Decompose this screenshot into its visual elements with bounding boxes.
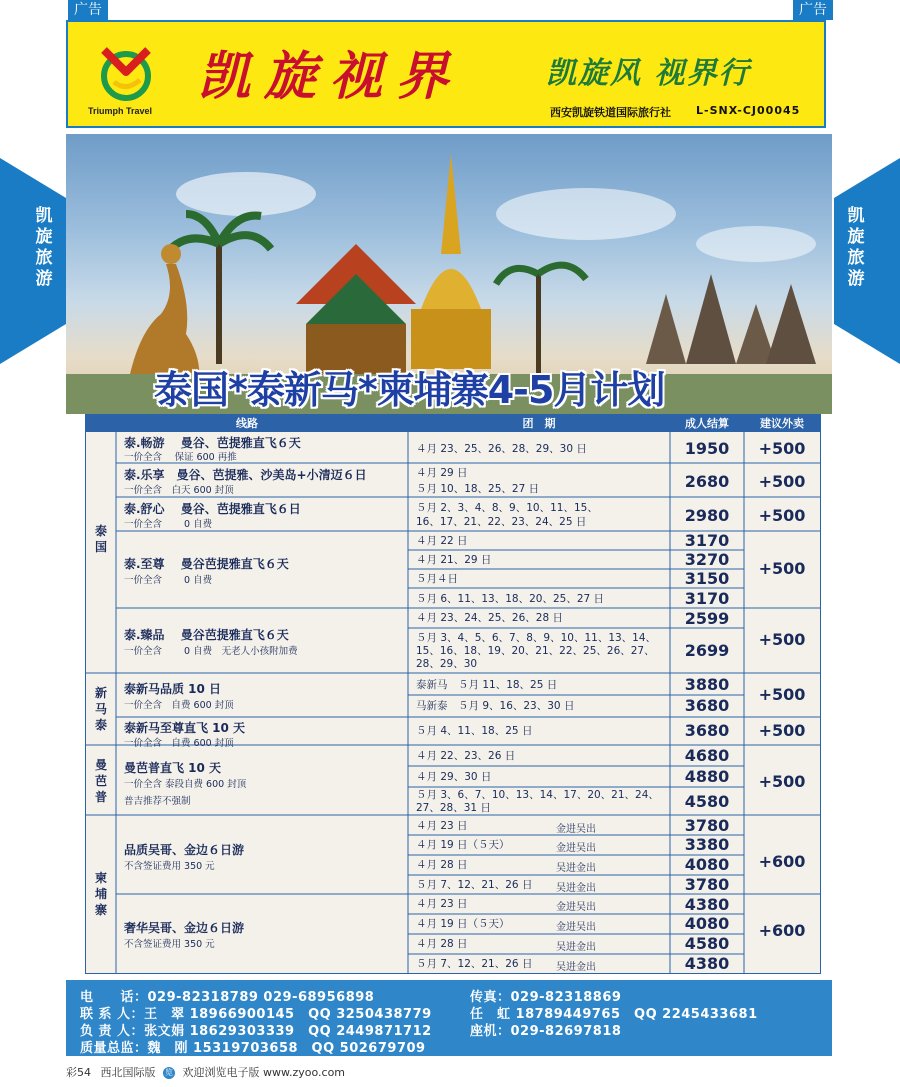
adult-price: 3680 bbox=[684, 696, 730, 715]
product-note: 一价全含 自费 600 封顶 bbox=[124, 700, 234, 711]
product-name: 泰新马至尊直飞 10 天 bbox=[124, 721, 246, 735]
triumph-logo-icon bbox=[96, 42, 156, 102]
header-suggest: 建议外卖 bbox=[744, 415, 820, 432]
side-tab-right-text: 凯旋旅游 bbox=[847, 206, 865, 289]
tour-date: ４月 23、25、26、28、29、30 日 bbox=[416, 443, 587, 455]
route-direction: 金进吴出 bbox=[556, 824, 596, 835]
adult-price: 4080 bbox=[684, 855, 730, 874]
tour-date: ５月 3、4、5、6、7、8、9、10、11、13、14、 bbox=[416, 632, 657, 644]
header bbox=[66, 20, 826, 128]
product-name: 泰.臻品 曼谷芭提雅直飞６天 bbox=[124, 628, 289, 642]
product-name: 泰新马品质 10 日 bbox=[124, 682, 222, 696]
suggested-markup: +500 bbox=[758, 772, 806, 791]
browse-icon: 览 bbox=[165, 1068, 173, 1077]
adult-price: 3270 bbox=[684, 550, 730, 569]
adult-price: 3780 bbox=[684, 875, 730, 894]
header-price: 成人结算 bbox=[670, 415, 744, 432]
suggested-markup: +500 bbox=[758, 685, 806, 704]
suggested-markup: +500 bbox=[758, 472, 806, 491]
product-note: 一价全含 保证 600 再推 bbox=[124, 452, 237, 463]
side-tab-left bbox=[0, 158, 66, 364]
suggested-markup: +500 bbox=[758, 506, 806, 525]
tour-date: ４月 29 日 bbox=[416, 467, 468, 479]
adult-price: 4080 bbox=[684, 914, 730, 933]
fax-label: 传真： bbox=[470, 990, 511, 1005]
suggested-markup: +500 bbox=[758, 630, 806, 649]
adult-price: 3150 bbox=[684, 569, 730, 588]
side-tab-left-text: 凯旋旅游 bbox=[35, 206, 53, 289]
adult-price: 2980 bbox=[684, 506, 730, 525]
suggested-markup: +500 bbox=[758, 559, 806, 578]
contact-footer bbox=[66, 980, 832, 1056]
product-name: 泰.乐享 曼谷、芭提雅、沙美岛+小清迈６日 bbox=[124, 468, 367, 482]
tour-date: ５月４日 bbox=[416, 573, 458, 585]
adult-price: 2680 bbox=[684, 472, 730, 491]
adult-price: 4880 bbox=[684, 767, 730, 786]
tour-date: ４月 28 日 bbox=[416, 938, 468, 950]
product-note: 一价全含 白天 600 封顶 bbox=[124, 485, 234, 496]
product-note: 一价全含 0 自费 bbox=[124, 519, 213, 530]
logo-text: Triumph Travel bbox=[88, 106, 153, 116]
banner-title: 泰国*泰新马*柬埔寨4-5月计划 bbox=[154, 368, 665, 412]
route-direction: 吴进金出 bbox=[556, 942, 596, 953]
ad-label-left: 广告 bbox=[68, 0, 108, 20]
tour-date: ４月 28 日 bbox=[416, 859, 468, 871]
route-direction: 吴进金出 bbox=[556, 883, 596, 894]
tour-date: ５月 4、11、18、25 日 bbox=[416, 725, 533, 737]
welcome-text: 欢迎浏览电子版 www.zyoo.com bbox=[182, 1066, 346, 1079]
adult-price: 3680 bbox=[684, 721, 730, 740]
product-name: 品质吴哥、金边６日游 bbox=[124, 843, 245, 857]
license-number: L-SNX-CJ00045 bbox=[696, 104, 801, 117]
adult-price: 4380 bbox=[684, 895, 730, 914]
landline-label: 座机： bbox=[470, 1024, 511, 1039]
page-number: 彩54 bbox=[66, 1066, 91, 1079]
product-note: 一价全含 0 自费 bbox=[124, 575, 213, 586]
tour-date: ５月 10、18、25、27 日 bbox=[416, 483, 540, 495]
tour-date: ５月 7、12、21、26 日 bbox=[416, 879, 533, 891]
suggested-markup: +500 bbox=[758, 439, 806, 458]
tour-date: 泰新马 ５月 11、18、25 日 bbox=[416, 679, 558, 691]
product-name: 奢华吴哥、金边６日游 bbox=[124, 921, 245, 935]
product-name: 泰.至尊 曼谷芭提雅直飞６天 bbox=[124, 557, 289, 571]
adult-price: 4680 bbox=[684, 746, 730, 765]
product-name: 曼芭普直飞 10 天 bbox=[124, 761, 222, 775]
contact-2: 任 虹 18789449765 QQ 2245433681 bbox=[470, 1007, 758, 1022]
tour-date: ５月 3、6、7、10、13、14、17、20、21、24、 bbox=[416, 789, 659, 801]
product-name: 泰.舒心 曼谷、芭提雅直飞６日 bbox=[124, 502, 301, 516]
suggested-markup: +600 bbox=[758, 852, 806, 871]
ad-label-right: 广告 bbox=[793, 0, 833, 20]
adult-price: 1950 bbox=[684, 439, 730, 458]
region-thailand: 泰国 bbox=[94, 524, 107, 554]
tour-date: ４月 19 日（５天） bbox=[416, 918, 510, 930]
section-name: 西北国际版 bbox=[100, 1066, 156, 1079]
product-note: 不含签证费用 350 元 bbox=[124, 939, 215, 950]
route-direction: 金进吴出 bbox=[556, 902, 596, 913]
header-route: 线路 bbox=[86, 415, 408, 432]
adult-price: 3170 bbox=[684, 531, 730, 550]
product-note: 一价全含 0 自费 无老人小孩附加费 bbox=[124, 646, 298, 657]
tour-date: 27、28、31 日 bbox=[416, 802, 491, 814]
adult-price: 4380 bbox=[684, 954, 730, 973]
tour-date: ５月 6、11、13、18、20、25、27 日 bbox=[416, 593, 605, 605]
phone-label: 电 话： bbox=[80, 990, 148, 1005]
contact-1: 王 翠 18966900145 QQ 3250438779 bbox=[144, 1007, 432, 1022]
adult-price: 2699 bbox=[684, 641, 730, 660]
landline: 029-82697818 bbox=[510, 1024, 622, 1039]
contact-label: 联 系 人： bbox=[80, 1007, 145, 1022]
tour-date: 28、29、30 bbox=[416, 658, 478, 670]
region-cambodia: 柬埔寨 bbox=[94, 871, 107, 917]
tour-date: ４月 29、30 日 bbox=[416, 771, 492, 783]
adult-price: 4580 bbox=[684, 934, 730, 953]
product-note: 普吉推荐不强制 bbox=[124, 796, 191, 807]
tour-date: ４月 22、23、26 日 bbox=[416, 750, 516, 762]
adult-price: 3170 bbox=[684, 589, 730, 608]
tour-table bbox=[85, 414, 821, 974]
page-footer bbox=[66, 1064, 345, 1080]
region-mangbapu: 曼芭普 bbox=[94, 758, 107, 804]
tour-date: ４月 22 日 bbox=[416, 535, 468, 547]
quality-director: 魏 刚 15319703658 QQ 502679709 bbox=[147, 1041, 426, 1056]
adult-price: 2599 bbox=[684, 609, 730, 628]
route-direction: 金进吴出 bbox=[556, 843, 596, 854]
banner-image bbox=[66, 134, 832, 414]
header-period: 团 期 bbox=[408, 415, 670, 432]
product-name: 泰.畅游 曼谷、芭提雅直飞６天 bbox=[124, 436, 301, 450]
slogan: 凯旋风 视界行 bbox=[546, 56, 751, 91]
suggested-markup: +500 bbox=[758, 721, 806, 740]
adult-price: 3880 bbox=[684, 675, 730, 694]
route-direction: 吴进金出 bbox=[556, 962, 596, 973]
tour-date: ４月 19 日（５天） bbox=[416, 839, 510, 851]
product-note: 一价全含 泰段自费 600 封顶 bbox=[124, 779, 247, 790]
tour-date: 15、16、18、19、20、21、22、25、26、27、 bbox=[416, 645, 655, 657]
fax-number: 029-82318869 bbox=[510, 990, 622, 1005]
adult-price: 4580 bbox=[684, 792, 730, 811]
tour-date: ４月 23 日 bbox=[416, 820, 468, 832]
product-note: 不含签证费用 350 元 bbox=[124, 861, 215, 872]
route-direction: 吴进金出 bbox=[556, 863, 596, 874]
suggested-markup: +600 bbox=[758, 921, 806, 940]
manager-label: 负 责 人： bbox=[80, 1024, 145, 1039]
tour-date: ４月 23、24、25、26、28 日 bbox=[416, 612, 563, 624]
adult-price: 3780 bbox=[684, 816, 730, 835]
brand-title: 凯旋视界 bbox=[198, 46, 463, 107]
tour-date: ５月 7、12、21、26 日 bbox=[416, 958, 533, 970]
route-direction: 金进吴出 bbox=[556, 922, 596, 933]
quality-label: 质量总监： bbox=[80, 1041, 148, 1056]
tour-date: ５月 2、3、4、8、9、10、11、15、 bbox=[416, 502, 598, 514]
tour-date: 16、17、21、22、23、24、25 日 bbox=[416, 516, 587, 528]
tour-date: 马新泰 ５月 9、16、23、30 日 bbox=[416, 700, 575, 712]
product-note: 一价全含 自费 600 封顶 bbox=[124, 738, 234, 749]
agency-name: 西安凯旋铁道国际旅行社 bbox=[550, 106, 671, 119]
side-tab-right bbox=[834, 158, 900, 364]
phone-numbers: 029-82318789 029-68956898 bbox=[147, 990, 375, 1005]
adult-price: 3380 bbox=[684, 835, 730, 854]
manager: 张文娟 18629303339 QQ 2449871712 bbox=[144, 1024, 432, 1039]
tour-date: ４月 21、29 日 bbox=[416, 554, 492, 566]
region-xinmatai: 新马泰 bbox=[94, 686, 107, 732]
tour-date: ４月 23 日 bbox=[416, 898, 468, 910]
